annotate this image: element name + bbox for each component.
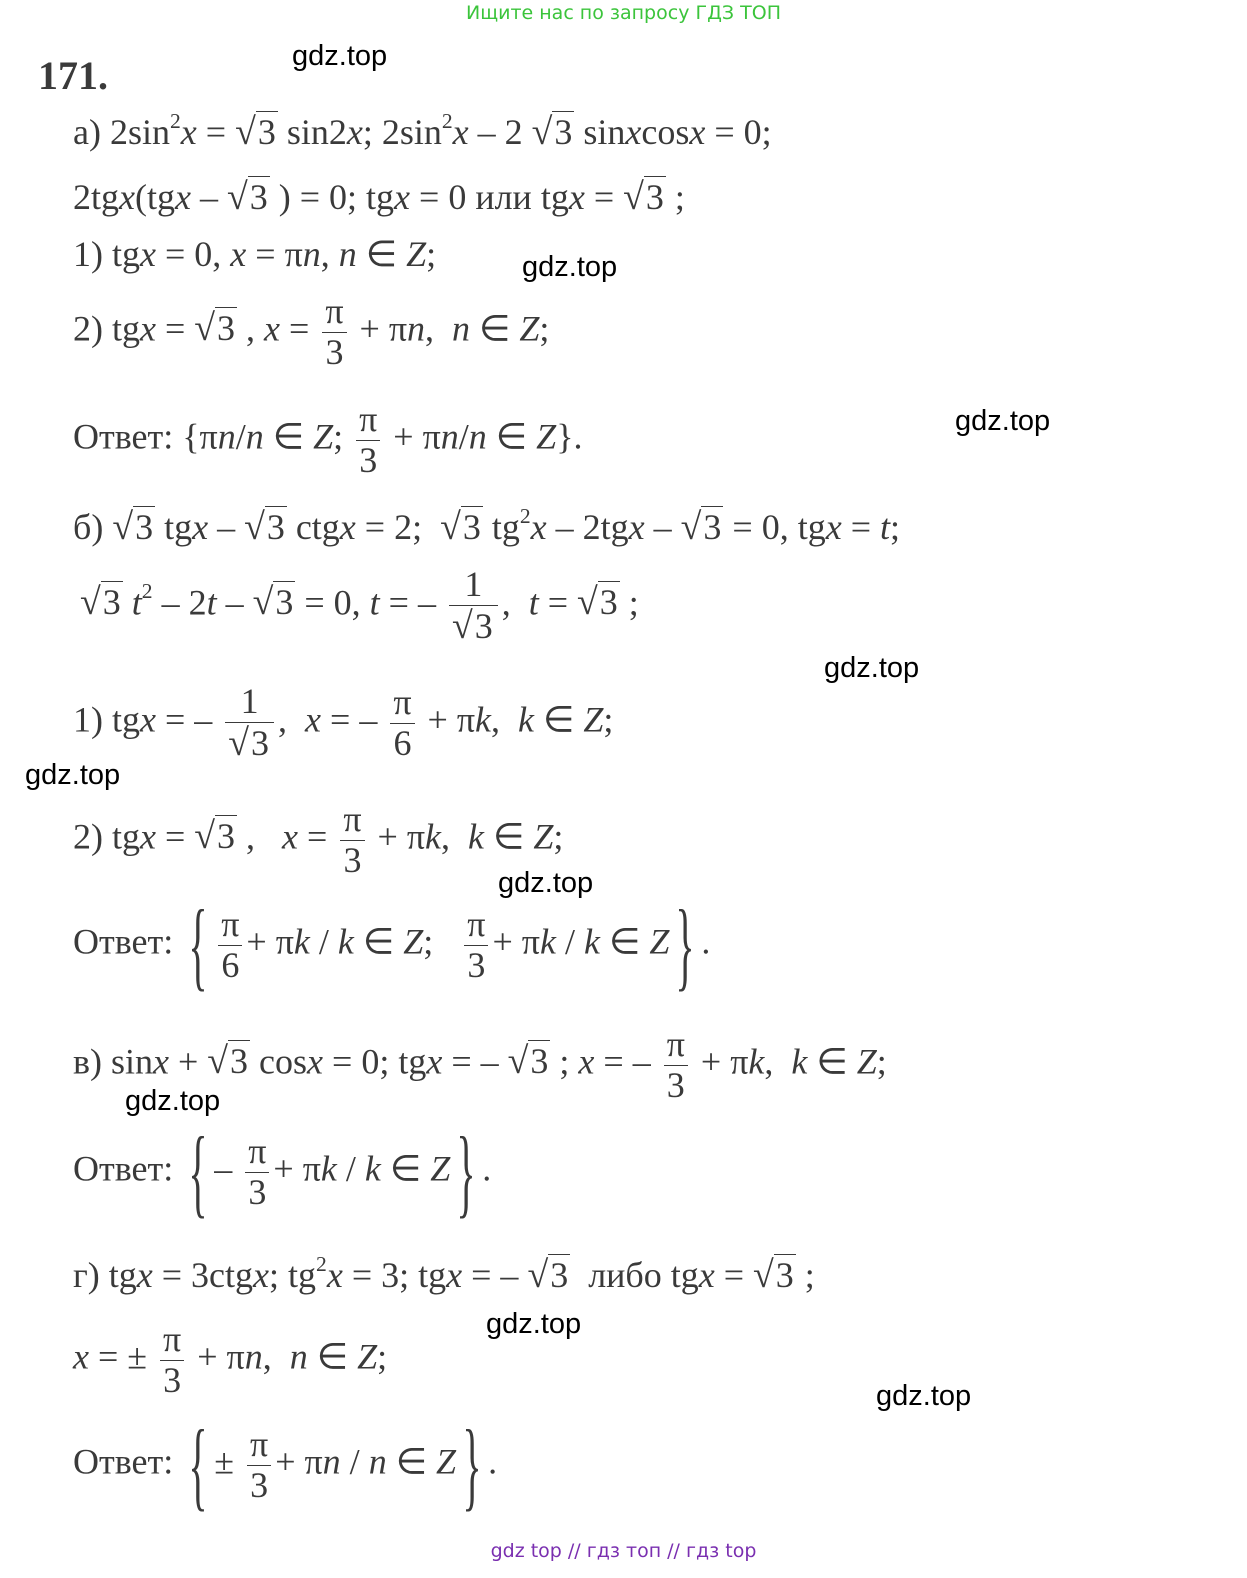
solution-line: б) √3 tgx – √3 ctgx = 2; √3 $tg^2x - 2tgx - √3 = 0$, tgx = t;: [73, 503, 901, 548]
watermark: gdz.top: [955, 405, 1051, 437]
watermark: gdz.top: [824, 652, 920, 684]
watermark: gdz.top: [876, 1380, 972, 1412]
answer-line: Ответ: { – $\frac{\pi}{3}$ + πk / k ∈ Z} .: [73, 1116, 492, 1227]
solution-line: √3 $t^2 - 2t - √3 = 0$, t = – $\frac{1}{√3}$ , t = √3 ;: [80, 564, 639, 647]
solution-line: в) sinx + √3 cosx = 0; tgx = – √3 ; x = – $\frac{\pi}{3}$ + πk, k ∈ Z;: [73, 1024, 887, 1105]
footer-note: gdz top // гдз топ // гдз top: [490, 1540, 757, 1562]
solution-line: а) $2\sin^2x = √3$ sin2x; $2\sin^2x - 2$ √3 sinxcosx = 0;: [73, 108, 772, 153]
answer-line: Ответ: { ± $\frac{\pi}{3}$ + πn / n ∈ Z} .: [73, 1409, 498, 1520]
watermark: gdz.top: [522, 251, 618, 283]
header-note: Ищите нас по запросу ГДЗ ТОП: [466, 2, 781, 24]
answer-line: Ответ: {πn/n ∈ Z; $\frac{\pi}{3}$ + πn/n ∈ Z}.: [73, 399, 583, 480]
answer-line: Ответ: { $\frac{\pi}{6}$ + πk / k ∈ Z; $\frac{\pi}{3}$ + πk / k ∈ Z} .: [73, 889, 711, 1000]
solution-line: г) tgx = 3ctgx; $tg^2x = 3$; tgx = – √3 либо tgx = √3 ;: [73, 1251, 815, 1296]
watermark: gdz.top: [498, 867, 594, 899]
solution-line: 2tgx(tgx – √3 ) = 0; tgx = 0 или tgx = √3 ;: [73, 176, 685, 218]
solution-line: 1) tgx = 0, x = πn, n ∈ Z;: [73, 234, 437, 274]
watermark: gdz.top: [292, 40, 388, 72]
watermark: gdz.top: [486, 1308, 582, 1340]
watermark: gdz.top: [125, 1085, 221, 1117]
problem-number: 171.: [38, 53, 108, 98]
solution-line: 1) tgx = – $\frac{1}{√3}$ , x = – $\frac{\pi}{6}$ + πk, k ∈ Z;: [73, 681, 614, 764]
solution-line: 2) tgx = √3 , x = $\frac{\pi}{3}$ + πn, n ∈ Z;: [73, 291, 550, 372]
solution-line: 2) tgx = √3 , x = $\frac{\pi}{3}$ + πk, k ∈ Z;: [73, 799, 564, 880]
watermark: gdz.top: [25, 759, 121, 791]
solution-line: x = ± $\frac{\pi}{3}$ + πn, n ∈ Z;: [73, 1319, 388, 1400]
